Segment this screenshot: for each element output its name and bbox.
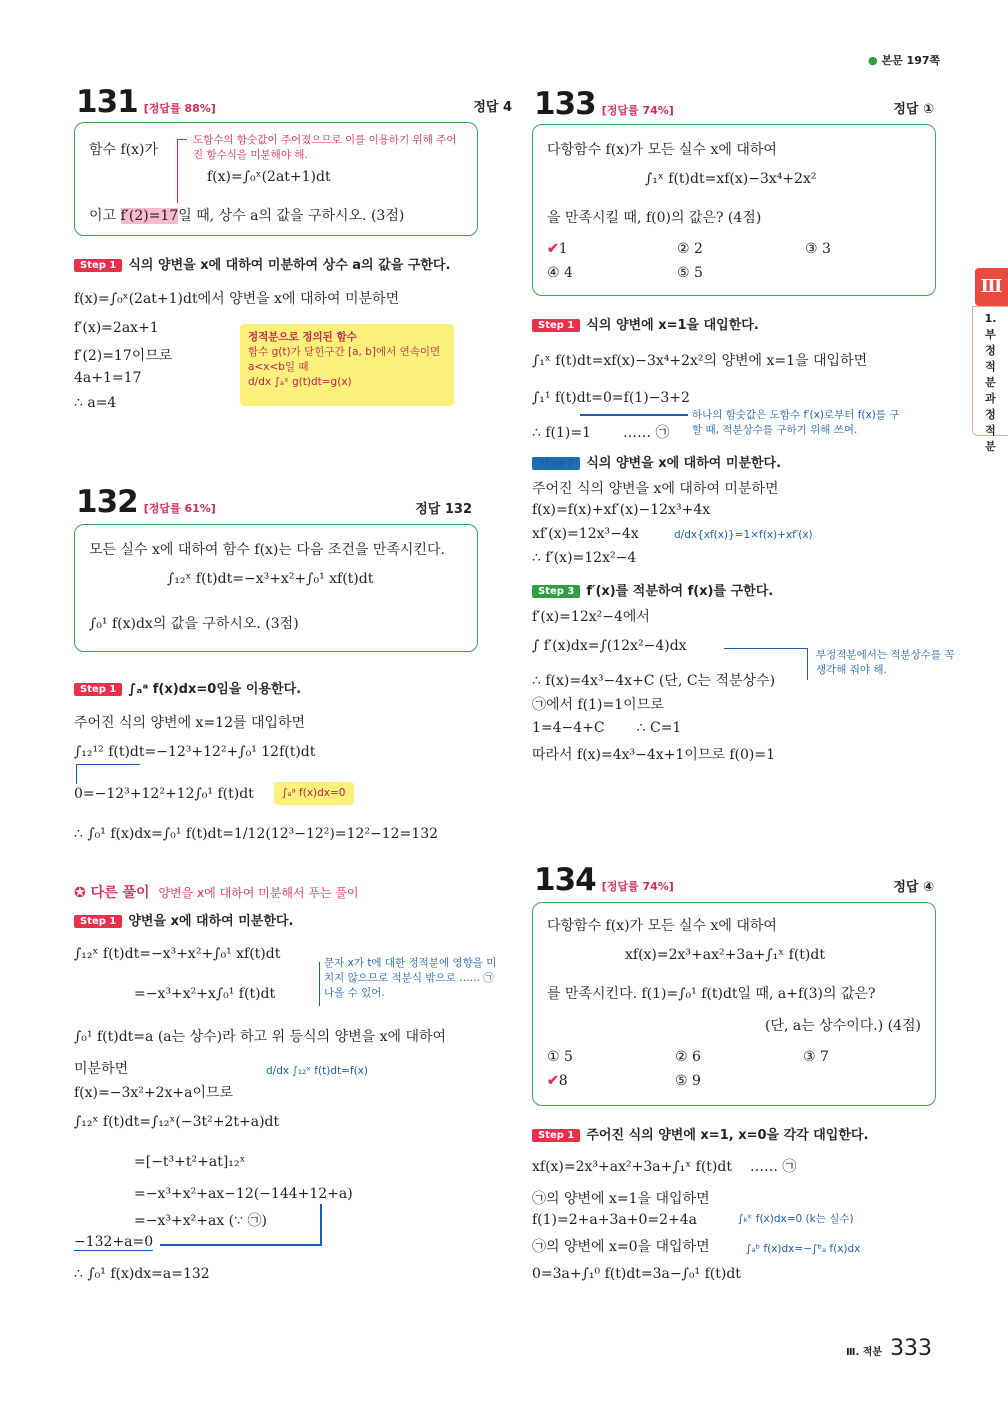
- choice-3[interactable]: ③ 3: [805, 241, 831, 257]
- problem-133-box: 다항함수 f(x)가 모든 실수 x에 대하여 ∫₁ˣ f(t)dt=xf(x)−3x⁴+2x² 을 만족시킬 때, f(0)의 값은? (4점) ✔1 ② 2 ③ 3 ④ 4 ⑤ 5: [532, 124, 936, 296]
- problem-134-header: 134 [정답률 74%]: [534, 862, 674, 898]
- tip-box-131: 정적분으로 정의된 함수 함수 g(t)가 닫힌구간 [a, b]에서 연속이면 a<x<b일 때 d/dx ∫ₐˣ g(t)dt=g(x): [240, 324, 454, 406]
- choice-4[interactable]: ✔8: [547, 1073, 568, 1089]
- answer-131: 정답 4: [473, 100, 512, 115]
- callout-line: [177, 139, 187, 203]
- choice-4[interactable]: ④ 4: [547, 265, 573, 281]
- chapter-tab-label: 1. 부정적분과 정적분: [972, 306, 1008, 436]
- choice-1[interactable]: ① 5: [547, 1049, 573, 1065]
- choice-5[interactable]: ⑤ 5: [677, 265, 703, 281]
- problem-132-box: 모든 실수 x에 대하여 함수 f(x)는 다음 조건을 만족시킨다. ∫₁₂ˣ f(t)dt=−x³+x²+∫₀¹ xf(t)dt ∫₀¹ f(x)dx의 값을 구하시오. (3점): [74, 524, 478, 652]
- choice-3[interactable]: ③ 7: [803, 1049, 829, 1065]
- arrow-line: [580, 414, 688, 416]
- alt-solution-heading: ✪ 다른 풀이 양변을 x에 대하여 미분해서 푸는 풀이: [74, 885, 359, 901]
- check-mark-icon: ✔: [547, 241, 559, 257]
- step-133-3: Step 3 f′(x)를 적분하여 f(x)를 구한다.: [532, 580, 773, 599]
- circle-icon: ●: [868, 54, 878, 67]
- arrow-line: [320, 1204, 322, 1246]
- answer-132: 정답 132: [415, 502, 472, 517]
- step-133-1: Step 1 식의 양변에 x=1을 대입한다.: [532, 314, 759, 333]
- bracket-line: [294, 962, 320, 1006]
- problem-134-box: 다항함수 f(x)가 모든 실수 x에 대하여 xf(x)=2x³+ax²+3a+∫₁ˣ f(t)dt 를 만족시킨다. f(1)=∫₀¹ f(t)dt일 때, a+f(3)의 값은? (단, a는 상수이다.) (4점) ① 5 ② 6 ③ 7 ✔8 ⑤ 9: [532, 902, 936, 1106]
- problem-131-header: 131 [정답률 88%]: [76, 84, 216, 120]
- choice-2[interactable]: ② 2: [677, 241, 703, 257]
- choice-1[interactable]: ✔1: [547, 241, 568, 257]
- step-133-2: Step 2 식의 양변을 x에 대하여 미분한다.: [532, 452, 781, 471]
- arrow-line: [76, 764, 140, 784]
- chapter-tab[interactable]: Ⅲ: [975, 268, 1008, 306]
- problem-131-box: 함수 f(x)가 도함수의 함숫값이 주어졌으므로 이를 이용하기 위해 주어진 함수식을 미분해야 해. f(x)=∫₀ˣ(2at+1)dt 이고 f′(2)=17일 때, 상수 a의 값을 구하시오. (3점): [74, 122, 478, 236]
- tip-box-132: ∫ₐᵃ f(x)dx=0: [274, 782, 354, 805]
- check-mark-icon: ✔: [547, 1073, 559, 1089]
- star-icon: ✪: [74, 885, 86, 901]
- step-131-1: Step 1 식의 양변을 x에 대하여 미분하여 상수 a의 값을 구한다.: [74, 254, 450, 273]
- answer-133: 정답 ①: [893, 102, 934, 117]
- page-reference: ● 본문 197쪽: [868, 54, 941, 67]
- footer: Ⅲ. 적분 333: [846, 1336, 933, 1361]
- step-134-1: Step 1 주어진 식의 양변에 x=1, x=0을 각각 대입한다.: [532, 1124, 868, 1143]
- page-number: 333: [890, 1336, 933, 1361]
- choice-5[interactable]: ⑤ 9: [675, 1073, 701, 1089]
- arrow-line: [160, 1244, 322, 1246]
- answer-134: 정답 ④: [893, 880, 934, 895]
- step-132-1: Step 1 ∫ₐᵃ f(x)dx=0임을 이용한다.: [74, 678, 301, 697]
- choice-2[interactable]: ② 6: [675, 1049, 701, 1065]
- alt-step-1: Step 1 양변을 x에 대하여 미분한다.: [74, 910, 293, 929]
- problem-133-header: 133 [정답률 74%]: [534, 86, 674, 122]
- problem-132-header: 132 [정답률 61%]: [76, 484, 216, 520]
